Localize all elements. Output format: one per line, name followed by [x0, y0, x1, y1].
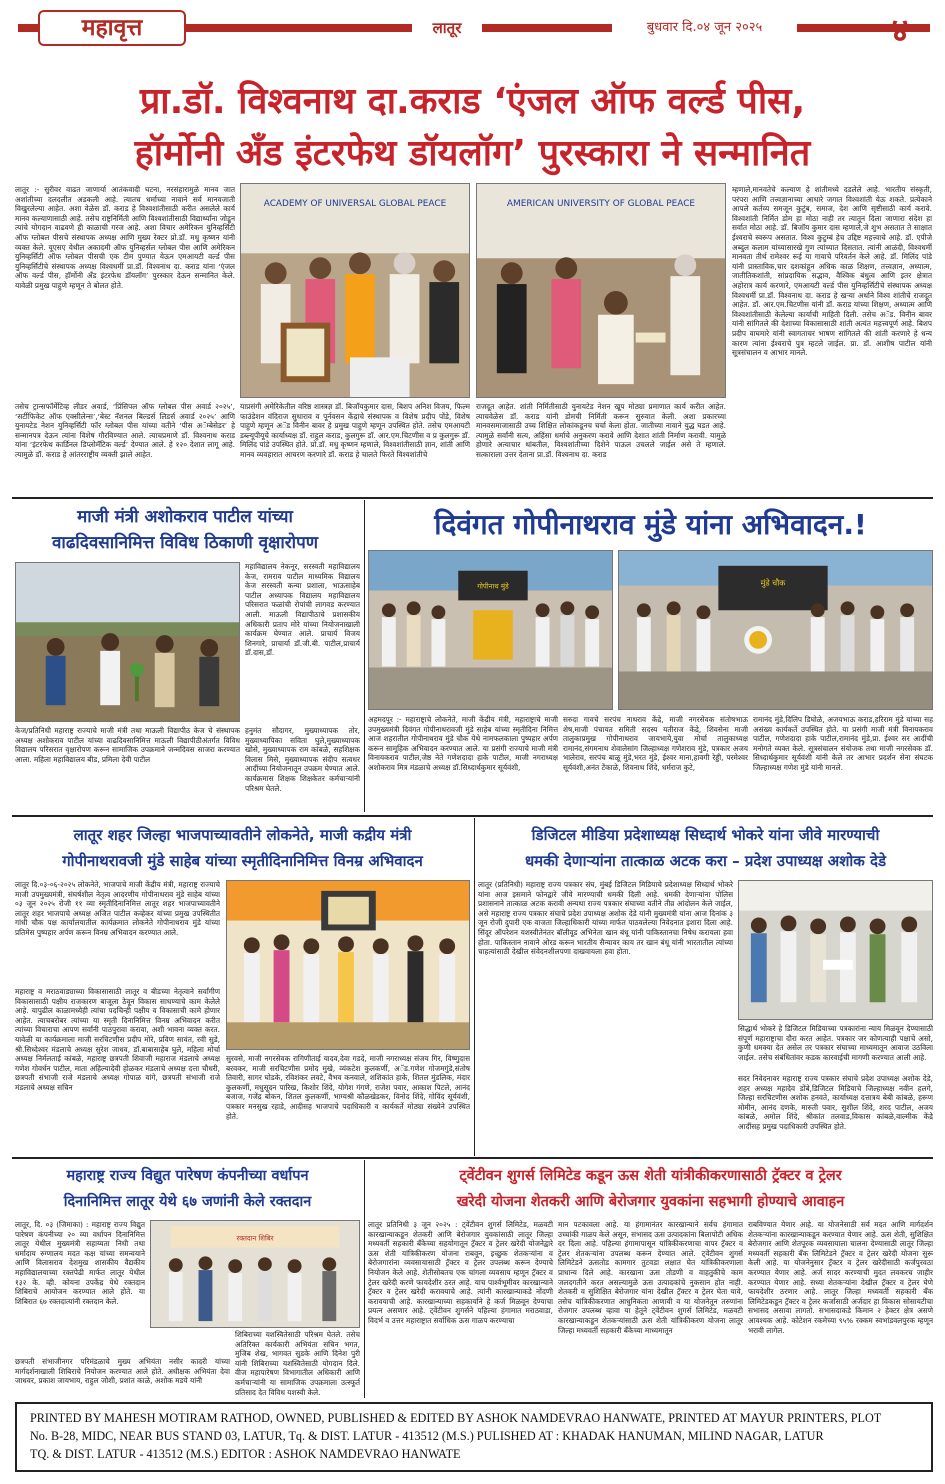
divider-lead: [12, 497, 933, 499]
svg-text:रक्तदान शिबिर: रक्तदान शिबिर: [236, 1234, 274, 1243]
tree-col-right: महाविद्यालय नेकनूर, सरस्वती महाविद्यालय केज, रामराव पाटील माध्यमिक विद्यालय केज सरस्वती कन्या प्रशाला, भाऊसाहेब पाटील अध्यापक विद्यालय महाविद्यालय परिसरात फळांची रोपांची लागवड करण्यात आली. माऊली विद्यापीठाचे प्रशासकीय अधिकारी प्रताप मोरे यांच्या नियोजनाखाली कार्यक्रम घेण्यात आले. प्राचार्य विजय शिनगारे, प्राचार्या डॉ.जी.बी. पाटील,प्राचार्य डॉ.दास,डॉ.: [245, 562, 360, 658]
bjp-col-left-bottom: महाराष्ट्र व मराठवाड्याच्या विकासासाठी लातूर व बीडच्या नेतृत्वाने सर्वांगीण विकासासाठी पक्षीय राजकारण बाजूला ठेवून विकास साधण्याचे काम केलेले आहे. यापुढील काळामध्येही त्यांचा पदचिन्ही पक्षीय व विकासाची कामे होणार आहेत. त्याचबरोबर त्यांच्या या स्मृती दिनानिमित्त विनम्र अभिवादन करीत त्यांच्या विचाराचा आपण सर्वांनी पाठपुरावा करावा, अशी भावना व्यक्त करत. यावेळी या कार्यक्रमाला माजी सरचिटणीस प्रदीप मोरे, प्रविण सावंत, रवी सुडे, श्री.सिध्देश्वर मंडलाचे अध्यक्ष सुरेश जाधव, डॉ.बाबासाहेब घुले, महिला मोर्चा अध्यक्ष निर्मलताई कांबळे, महाराष्ट्र छत्रपती शिवाजी महाराज मंडलाचे अध्यक्ष गणेश गोवर्धन पाटील, माता अहिल्यादेवी होळकर मंडलाचे अध्यक्ष दत्ता चौधरी, छत्रपती संभाजी राजे मंडलाचे अध्यक्ष गोपाळ वांगे, छत्रपती संभाजी राजे मंडलाचे अध्यक्ष सचिन: [15, 987, 220, 1092]
blood-col-right: शिबिराच्या यशस्वितेसाठी परिश्रम घेतले. तसेच अतिरिक्त कार्यकारी अभियंता सचिन भगत, मुजिब शेख, भागवत सुडके आणि दिनेश पुरी यांनी शिबिराच्या यशस्वितेसाठी योगदान दिले. वीज महापारेषण विभागातील अधिकारी आणि कर्मचाऱ्यांनी या सामाजिक उपक्रमाला उत्स्फूर्त प्रतिसाद देत विविध यशस्वी केले.: [235, 1330, 360, 1397]
divider-vertical-blood: [364, 1160, 365, 1398]
svg-text:AMERICAN UNIVERSITY OF GLOBAL: AMERICAN UNIVERSITY OF GLOBAL PEACE: [506, 198, 696, 209]
tree-plantation-photo: [16, 563, 239, 721]
sugar-col2: मान पटकावला आहे. या हंगामानंतर कारखान्याने सर्वच हंगामात उच्चांकी गाळप केले असून, सभासद ऊस उत्पादकांना बिलापोटी अधिक दर दिला आहे. पहिल्या हंगामापासून यांत्रिकीकरणाचा वापर ट्रॅक्टर व ट्रेलर शेतकऱ्यांना उपलब्ध करून देण्यात आले. ट्वेंटीवन शुगर्स लिमिटेडने ऊसतोड कामगार तुटवडा लक्षात घेत यांत्रिकीकरणाला प्राधान्य दिले आहे. कारखाना ऊस तोडणी व वाहतुकीचे काम जलदगतीने करत असल्यामुळे ऊस उत्पादकांचे नुकसान होत नाही. शेतकरी व सुशिक्षित बेरोजगार यांना देखील ट्रॅक्टर व ट्रेलर घेता यावे, तसेच यांत्रिकीकरणात आधुनिकता आणावी व या योजनेतून तरुणांना रोजगार उपलब्ध व्हावा या हेतूने ट्वेंटीवन शुगर्स लिमिटेड, मळवटी कारखान्याकडून शेतकऱ्यांसाठी ऊस शेती यांत्रिकीकरण योजना लातूर जिल्हा मध्यवर्ती सहकारी बँकेच्या माध्यमातून: [558, 1220, 743, 1335]
munde-tribute-photo-2: [619, 551, 932, 709]
bhokre-col-right-bottom: सदर निवेदनावर महाराष्ट्र राज्य पत्रकार संघाचे प्रदेश उपाध्यक्ष अशोक देडे, शहर अध्यक्ष महादेव डोंबे,डिजिटल मिडियाचे जिल्हाध्यक्ष नवीन हलगे, जिल्हा सरचिटणीस अशोक हनवते, कार्याध्यक्ष दत्तात्रय बेबी कांबळे, हरूण मोमीन, आनंद दणके, मारुती पवार, सुशील शिंदे, शरद पाटील, अजय कांबळे, अमोल शिंदे, श्रीकांत तलवाड,विकास कांबळे,वाल्मीक केंद्रे आदींसह प्रमुख पदाधिकारी उपस्थित होते.: [738, 1074, 933, 1131]
divider-lower: [12, 1157, 933, 1159]
bhokre-headline-line2: धमकी देणाऱ्यांना तात्काळ अटक करा – प्रदेश उपाध्यक्ष अशोक देडे: [524, 852, 887, 870]
munde-col2: सरुदा गावचे सरपंच नाथराव केंद्रे, माजी नगरसेवक संतोषभाऊ शेष,माजी पंचायत समिती सदस्य यतीराज केंद्रे, शिवसेना माजी तालुकाप्रमुख गोपीनाथराव जायभाये,युवा मोर्चा तालुकाध्यक्ष रामानंद,संगमनाथ शेवालेसांग जिल्हाध्यक्ष गणेशराव मुंडे, पत्रकार अजय भालेराव, सरपंच बाळू मुंडे,भरत मुंडे, ईश्वर माना,हावगी रेड्डी, परमेश्वर सूर्यवंशी,अनंत टेंकाळे, शिवनाथ शिंदे, धर्मराज कुटे,: [563, 715, 748, 772]
lead-col1-top: लातूर :- सुरीवर वाढत जाणार्या आतंकवादी घटना, नरसंहारामुळे मानव जात अशांतीच्या दलदलीत अडकली आहे. त्यातच धर्माच्या नावाने सर्व मानवजाती विखुरलेल्या आहेत. अशा वेळेस डॉ. कराड हे विश्वशांतीसाठी करीत असलेले कार्य मानव कल्याणासाठी आहे. तसेच राष्ट्रनिर्मिती आणि विश्वशांतीसाठी विद्यार्थ्यांना जोडून त्यांचे योगदान वाढवणे ही काळाची गरज आहे. अशा विचार अमेरिकन युनिव्हर्सिटी ऑफ ग्लोबल पीसचे संस्थापक अध्यक्ष आणि मुख्य रेक्टर प्रो.डॉ. मधु कृष्णन यांनी व्यक्त केले. यूएसए येथील अकादमी ऑफ युनिव्हर्सल ग्लोबल पीस आणि अमेरिकन युनिव्हर्सिटी ऑफ ग्लोबल पीसची एक टीम पुण्यात येऊन एमआयटी वर्ल्ड पीस युनिव्हर्सिटीचे संस्थापक अध्यक्ष विश्वधर्मी प्रा.डॉ. विश्वनाथ दा. कराड यांना ‘एंजल ऑफ वर्ल्ड पीस, हॉर्मोनी अँड इंटरफेथ डॉयलॉग’ पुरस्कार देऊन सन्मानित केले. यावेळी प्रमुख पाहुणे म्हणून ते बोलत होते.: [15, 185, 235, 290]
munde-photo-right: [618, 550, 933, 710]
bhokre-col-right-top: सिद्धार्थ भोकरे हे डिजिटल मिडियाच्या पत्रकारांना न्याय मिळवून देण्यासाठी संपूर्ण महाराष्ट्राचा दौरा करत आहेत. पत्रकार जर कोणत्याही पक्षाचे असो, कुणी धमक्या देत असेल तर पत्रकार संघाच्या माध्यमातून आवाज उठविला जाईल. तसेच संबंधितांवर कडक कारवाईची मागणी करण्यात आली आहे.: [738, 1024, 933, 1062]
blood-headline-line1: महाराष्ट्र राज्य विद्युत पारेषण कंपनीच्या वर्धापन: [66, 1168, 309, 1184]
sugar-headline-line1: ट्वेंटीवन शुगर्स लिमिटेड कडून ऊस शेती यांत्रीकीकरणासाठी ट्रॅक्टर व ट्रेलर: [459, 1168, 842, 1184]
sugar-headline-line2: खरेदी योजना शेतकरी आणि बेरोजगार युवकांना सहभागी होण्याचे आवाहन: [456, 1194, 845, 1210]
bjp-headline-line1: लातूर शहर जिल्हा भाजपाच्यावतीने लोकनेते, माजी कद्रीय मंत्री: [73, 826, 412, 844]
svg-text:मुंडे चौक: मुंडे चौक: [760, 578, 786, 588]
footer-line2: No. B-28, MIDC, NEAR BUS STAND 03, LATUR, Tq. & DIST. LATUR - 413512 (M.S.) PULISHED AT : KHADAK HANUMAN, MILIND NAGAR, LATUR: [30, 1429, 824, 1443]
lead-col4: म्हणाले,मानवतेचे कल्याण हे शांतीमध्ये दडलेले आहे. भारतीय संस्कृती, परंपरा आणि तत्त्वज्ञानाच्या आधारे जगात विश्वशांती येऊ शकते. प्रत्येकाने आपले कर्तव्य समजून कुटुंब, समाज, देश आणि सृष्टीसाठी कार्य करावे. विश्वशांती निर्मित डोम हा मोठा नाही तर त्यातून दिला जाणारा संदेश हा सर्वात मोठा आहे. डॉ. बिजॉय कुमार दास म्हणाले,जे शुभ असतात ते साक्षात ईश्वराचे स्वरूप असतात. विश्व कुटुम्बं हेच उद्दिष्ट महत्त्वाचे आहे. डॉ. एपीजे अब्दुल कलाम यांच्यासारखे गुण त्यांच्यात दिसतात. त्यांनी आळंदी, विश्वधर्मी मानवता तीर्थ रामेश्वर रूई या गावाचे परिवर्तन केले आहे. डॉ. मिलिंद पांडे यांनी प्रास्ताविक,चार दशकांहून अधिक काळ शिक्षण, तत्त्वज्ञान, अध्यात्म, जातीतिकशांती, सांप्रदायिक सद्भाव, वैश्विक बंधुत्व आणि इतर क्षेत्रात अहोरात्र कार्य करणारे, एमआयटी वर्ल्ड पीस युनिव्हर्सिटीचे संस्थापक अध्यक्ष विश्वधर्मी प्रा.डॉ. विश्वनाथ दा. कराड हे खऱ्या अर्थाने विश्व शांतीचे राजदूत आहेत. डॉ. आर.एम.चिटणीस यांनी डॉ. कराड यांच्या शिक्षण, अध्यात्म आणि विश्वशांतीसाठी केलेल्या कार्याची माहिती दिली. तसेच अॅड. विनीन बावर यांनी सांगितले की देशाच्या विकासासाठी शांती अत्यंत महत्त्वपूर्ण आहे. बिशप प्रदीप वाघमारे यांनी स्वागताचर भाषण सांगितले की शांती करणारे हे धन्य कारण त्यांना ईश्वराचे पुत्र म्हटले जाईल. प्रा. डॉ. आशीष पाटील यांनी सूत्रसंचालन व आभार मानले.: [732, 185, 932, 358]
lead-col1-bottom: तसेच ट्रान्सफॉर्मेटिव्ह लीडर अवार्ड, ‘प्रिंसिपल ऑफ ग्लोबल पीस अवार्ड २०२५’, ‘सर्टीफिकेट ऑफ एक्सीलेन्स’,‘बेस्ट नॅशनल बिल्डर्स लिडर्स अवार्ड २०२५’ आणि युनायटेड नेशन युनिव्हर्सिटी फॉर ग्लोबल पीस यांच्या वतीने ‘पीस अॅम्बेसेडर’ हे सन्मानपत्र देऊन त्यांना विशेष गौरविण्यात आले. त्याचप्रमाणे डॉ. विश्वनाथ कराड यांना ‘इंटरफेथ कार्डिनल डिप्लोमॅटिक वर्ल्ड’ देण्यात आले. हे १२० देशात लागू आहे. त्यामुळे डॉ. कराड हे आंतरराष्ट्रीय व्यक्ती झाले आहेत.: [15, 402, 235, 459]
lead-headline-line2: हॉर्मोनी अँड इंटरफेथ डॉयलॉग’ पुरस्कारा ने सन्मानित: [134, 133, 811, 174]
bhokre-photo: [738, 880, 933, 1020]
tree-col-left: केज/प्रतिनिधी महाराष्ट्र राज्याचे माजी मंत्री तथा माऊली विद्यापीठ केज चे संस्थापक अध्यक्ष अशोकराव पाटील यांच्या वाढदिवसानिमित्त माऊली विद्यापीठीअंतर्गत विविध विद्यालय परिसरात वृक्षारोपण करून सामाजिक उपक्रमाने जन्मदिवस साजरा करण्यात आला. महिला महाविद्यालय बीड, प्रमिला देवी पाटील: [15, 726, 240, 764]
masthead-city: लातूर: [432, 19, 462, 37]
bjp-headline-line2: गोपीनाथरावजी मुंडे साहेब यांच्या स्मृतीदिनानिमित्त विनम्र अभिवादन: [62, 852, 423, 870]
svg-text:गोपीनाथ मुंडे: गोपीनाथ मुंडे: [477, 582, 509, 591]
tree-photo: [15, 562, 240, 722]
bjp-col-right: सुरवसे, माजी नगरसेवक रागिणीताई यादव,देवा गडदे, माजी नगराध्यक्ष संजय गिर, विष्णुदास बरवकर, माजी सरचिटणीस प्रमोद मुखे, व्यंकटेश कुलकर्णी, अॅड.गणेश गोजमगुंडे,संतोष तिवारी, सागर घोडके, रविशंकर लवटे, वैभव कनवाले, शशिकांत हाके, शितल मुंडलिक, मंदार कुलकर्णी, मधुसूदन पारिख, किशोर शिंदे, योगेश गंगणे, राजेश पवार, आकाश पिटले, आनंद बजाज, गजेंद्र बोकन, शितल कुलकर्णी, भाग्यश्री कौळखेडकर, विनोद शिंदे, गोविंद सूर्यवंशी, पत्रकार मनसुख रहाडे, आदीसह भाजपाचे पदाधिकारी व कार्यकर्ते मोठ्या संख्येने उपस्थित होते.: [226, 1054, 470, 1121]
blood-photo: [150, 1220, 360, 1328]
award-group-photo: [477, 184, 725, 397]
bhokre-headline-line1: डिजिटल मीडिया प्रदेशाध्यक्ष सिध्दार्थ भोकरे यांना जीवे मारण्याची: [531, 826, 880, 844]
lead-col2: याप्रसंगी अमेरिकेतील वरिष्ठ शास्त्रज्ञ डॉ. बिजॉयकुमार दास, बिशप अनिश विजय, फिल्म फाउंडेशन वंदिराज सुधाराव व पूर्नवसन केंद्राचे संस्थापक व विशेष प्रदीप पोंडे, विशेष पाहुणे म्हणून अॅड विनीन बावर हे प्रमुख पाहुणे म्हणून उपस्थित होते. तसेच एमआयटी डब्ल्यूपीयूचे कार्याध्यक्ष डॉ. राहुल कराड, कुलगुरू डॉ. आर.एम.चिटणीस व प्र कुलगुरू डॉ. मिलिंद पांडे उपस्थित होते. प्रो.डॉ. मधु कृष्णन म्हणाले, विश्वशांतीसाठी ज्ञान, शांती आणि मानव व्यवहारात आचरण करणारे डॉ. कराड हे चालते फिरते विश्वशांतीचे: [240, 402, 470, 459]
munde-headline: दिवंगत गोपीनाथराव मुंडे यांना अभिवादन.!: [434, 508, 867, 541]
bjp-photo: [226, 880, 470, 1050]
blood-donation-photo: [151, 1221, 359, 1327]
divider-vertical-tree: [364, 500, 365, 812]
blood-col-left: लातूर, दि. ०३ (जिमाका) : महाराष्ट्र राज्य विद्युत पारेषण कंपनीच्या २० व्या वर्धापन दिनानिमित्त लातूर येथील मुख्यमंत्री सहाय्यता निधी तथा धर्मादाय रुग्णालय मदत कक्ष यांच्या समन्वयाने आणि विलासराव देशमुख शासकीय वैद्यकीय महाविद्यालयाच्या रक्तपेढी मार्फत लातूर येथील १३२ के. व्ही. कोयना उपकेंद्र येथे रक्तदान शिबिराचे आयोजन करण्यात आले होते. या शिबिरात ६७ रक्तदात्यांनी रक्तदान केले.: [15, 1220, 145, 1306]
divider-middle: [12, 815, 933, 817]
blood-headline-line2: दिनानिमित्त लातूर येथे ६७ जणांनी केले रक्तदान: [63, 1194, 312, 1210]
page-number: ४: [891, 11, 909, 49]
footer-line3: TQ. & DIST. LATUR - 413512 (M.S.) EDITOR : ASHOK NAMDEVRAO HANWATE: [30, 1447, 461, 1461]
sugar-col1: लातूर प्रतिनिधी ३ जून २०२५ : ट्वेंटीवन शुगर्स लिमिटेड, मळवटी कारखान्याकडून शेतकरी आणि बेरोजगार युवकांसाठी लातूर जिल्हा मध्यवर्ती सहकारी बँकेच्या सहयोगातून ट्रॅक्टर व ट्रेलर खरेदी योजनेद्वारे ऊस शेती यांत्रिकीकरण योजना राबवून, इच्छुक शेतकऱ्यांना व बेरोजगारांना व्यवसायासाठी ट्रॅक्टर व ट्रेलर उपलब्ध करून देण्याचे नियोजन केले आहे. शेतीसोबतच एक चांगला व्यवसाय म्हणून ट्रॅक्टर व ट्रेलर खरेदी करणे फायदेशीर ठरत आहे. याच पार्श्वभूमीवर कारखान्याने ट्रॅक्टर व ट्रेलर खरेदी करावयाचे आहे. त्यांनी कारखान्याकडे नोंदणी करावयाची आहे. कारखान्याच्या सहकार्याने हे कर्ज मिळवून देण्याचा प्रयत्न असणार आहे. ट्वेंटीवन शुगर्सने पहिल्या हंगामात मराठवाडा, विदर्भ व उत्तर महाराष्ट्रात सर्वाधिक ऊस गाळप करण्याचा: [368, 1220, 553, 1325]
tree-col-mid: हनुमंत सौदागर, मुख्याध्यापक तोर, मुख्याध्यापिका सविता घुले,मुख्याध्यापक खोसे, मुख्याध्यापक राम कांबळे, सहशिक्षक विलास मिसे, मुख्याध्यापक संदीप सत्वधर आदींच्या नियोजनातून उपक्रम घेण्यात आले. कार्यक्रमास शिक्षक शिक्षकेतर कर्मचाऱ्यांनी परिश्रम घेतले.: [245, 726, 360, 793]
sugar-col3: राबविण्यात येणार आहे. या योजनेसाठी सर्व मदत आणि मार्गदर्शन शेतकऱ्यांना कारखान्याकडून करण्यात येणार आहे. ऊस शेती, सुशिक्षित बेरोजगार आणि शेतपूरक व्यवसायाला चालना देण्यासाठी लातूर जिल्हा मध्यवर्ती सहकारी बँक लिमिटेडने ट्रॅक्टर व ट्रेलर खरेदी योजना सुरू केली आहे. या योजनेनुसार ट्रॅक्टर व ट्रेलर खरेदीसाठी कर्जपुरवठा करण्यात येणार आहे. अर्ज सादर करण्याची मुदत लवकरच जाहीर करण्यात येणार आहे. सध्या शेतकऱ्यांना देखील ट्रॅक्टर व ट्रेलर घेणे फायदेशीर ठरणार आहे. लातूर जिल्हा मध्यवर्ती सहकारी बँक लिमिटेडकडून ट्रॅक्टर व ट्रेलर कर्जासाठी अर्जदार हा विकास सोसायटीचा सभासद असावा लागतो. सभासदाकडे किमान २ हेक्टर क्षेत्र असणे आवश्यक आहे. कोटेशन रकमेच्या ९५% रक्कम स्वभांडवलपुरक म्हणून भरावी लागेल.: [748, 1220, 933, 1335]
tree-headline-line2: वाढदिवसानिमित्त विविध ठिकाणी वृक्षारोपण: [51, 533, 319, 553]
tree-headline-line1: माजी मंत्री अशोकराव पाटील यांच्या: [77, 507, 293, 527]
munde-col3: रामानंद मुंडे,दिलिप डिघोळे, अजयभाऊ कराड,हरिराम मुंडे यांच्या सह असंख्य कार्यकर्ते उपस्थित होते. या प्रसंगी माजी मंत्री विनायकराव पाटील, गणेशदादा हाके पाटील,रामानंद मुंडे,प्रा. ईश्वर सर आदींची मनोगते व्यक्त केले. सूत्रसंचालन संयोजक तथा माजी नगरसेवक डॉ. सिध्दार्थकुमार सूर्यवंशी यांनी केले तर आभार प्रदर्शन सेना संघटक जिल्हाध्यक्ष गणेश मुंडे यांनी मानले.: [753, 715, 933, 772]
divider-vertical-bjp: [474, 818, 475, 1156]
lead-photo-left: [240, 183, 470, 398]
bjp-col-left-top: लातूर दि.०३-०६-२०२५ लोकनेते, भाजपाचे माजी केंद्रीय मंत्री, महाराष्ट्र राज्याचे माजी उपमुख्यमंत्री, संघर्षशील नेतृत्व आदरणीय गोपीनाथराव मुंडे साहेब यांच्या ०३ जून २०२५ रोजी ११ व्या स्मृतीदिनानिमित्त लातूर शहर भाजपाच्यावतीने लातूर शहर भाजपाचे अध्यक्ष अजित पाटील कव्हेकर यांच्या प्रमुख उपस्थितीत गांधी चौक पक्ष कार्यालयातील कार्यक्रमात लोकनेते गोपीनाथराव मुंडे यांच्या प्रतिमेस पुष्पहार अर्पण करून विनम्र अभिवादन करण्यात आले.: [15, 880, 220, 937]
lead-headline-line1: प्रा.डॉ. विश्वनाथ दा.कराड ‘एंजल ऑफ वर्ल्ड पीस,: [139, 81, 806, 122]
munde-photo-left: [368, 550, 613, 710]
memorandum-submission-photo: [739, 881, 932, 1019]
blood-col-full: छत्रपती संभाजीनगर परिमंडळाचे मुख्य अभियंता नसीर कादरी यांच्या मार्गदर्शनाखाली शिबिराचे नियोजन करण्यात आले होते. अधीक्षक अभियंता देवा जाधवर, प्रकाश जायभाय, राहुल जोशी, प्रशांत काळे, अशोक मडये यांनी: [15, 1357, 230, 1386]
footer-line1: PRINTED BY MAHESH MOTIRAM RATHOD, OWNED, PUBLISHED & EDITED BY ASHOK NAMDEVRAO HANWATE, PRINTED AT MAYUR PRINTERS, PLOT: [30, 1411, 882, 1425]
munde-col1: अहमदपूर :- महाराष्ट्राचे लोकनेते, माजी केंद्रीय मंत्री, महाराष्ट्राचे माजी उपमुख्यमंत्री दिवंगत गोपीनाथरावजी मुंडे साहेब यांच्या स्मृतीदिना निमित्त आज शहरातील गोपीनाथराव मुंडे चौक येथे नामफलकाला पुष्पहार अर्पण करून सामूहिक अभिवादन करण्यात आले. या प्रसंगी राज्याचे माजी मंत्री विनायकराव पाटील,जेष्ठ नेते गणेशदादा हाके पाटील, माजी नगराध्यक्ष अशोकराव मित्र मंडळाचे अध्यक्ष डॉ.सिध्दार्थकुमार सूर्यवंशी,: [368, 715, 558, 772]
bjp-office-tribute-photo: [227, 881, 469, 1049]
svg-text:ACADEMY OF UNIVERSAL GLOBAL PE: ACADEMY OF UNIVERSAL GLOBAL PEACE: [263, 198, 447, 209]
award-ceremony-photo: [241, 184, 469, 397]
masthead-name: महावृत्त: [81, 14, 143, 41]
munde-tribute-photo-1: [369, 551, 612, 709]
lead-col3: राजदूत आहेत. शांती निर्मितीसाठी युनायटेड नेशन खूप मोठ्या प्रमाणात कार्य करीत आहेत. त्याचवेळेस डॉ. कराड यांनी डोमची निर्मिती करून सुरुवात केली. अशा प्रकारच्या मानवसमाजासाठी उच्च शिक्षित लोकांकडूनच चर्चा केला होता. जातीच्या नावाने युद्ध घडत आहे. त्यामुळे सर्वांनी सत्य, अहिंसा धर्माचे अनुकरण करावे आणि देशात शांती निर्माण करावी. यामुळे होणारे अत्याचार थांबतील, विश्वशांतीच्या दिशेने पाऊल उचलले जाईल असे ते म्हणाले. सत्काराला उत्तर देताना प्रा.डॉ. विश्वनाथ दा. कराड: [476, 402, 726, 459]
bhokre-col-left: लातूर (प्रतिनिधी) महाराष्ट्र राज्य पत्रकार संघ, मुंबई डिजिटल मिडियाचे प्रदेशाध्यक्ष सिध्दार्थ भोकरे यांना आज इसमाने फोनद्वारे जीवे मारण्याची धमकी दिली आहे. धमकी देणाऱ्यांना पोलिस प्रशासनाने तात्काळ अटक करावी अन्यथा राज्य पत्रकार संघाच्या वतीने तीव्र आंदोलन केले जाईल, असे महाराष्ट्र राज्य पत्रकार संघाचे प्रदेश उपाध्यक्ष अशोक देडे यांनी मुख्यमंत्री यांना आज दिनांक ३ जून रोजी दुपारी एक वाजता जिल्हाधिकारी यांच्या मार्फत पाठवलेल्या निवेदनात इशारा दिला आहे. सिंदूर ऑपरेशन यशस्वीतेनंतर बॉलीवूड अभिनेता खान बंधू यांनी पाकिस्तानचा निषेध करायला हवा होता. पाकिस्तान नावाने ओरड करून भारतीय सैन्यावर काय तर खान बंधू यांनी भारतातील त्यांच्या चाहत्यांसाठी देखील संवेदनशीलपणा दाखवायला हवा होता.: [478, 880, 733, 957]
masthead-date: बुधवार दि.०४ जून २०२५: [646, 20, 763, 35]
lead-photo-right: [476, 183, 726, 398]
